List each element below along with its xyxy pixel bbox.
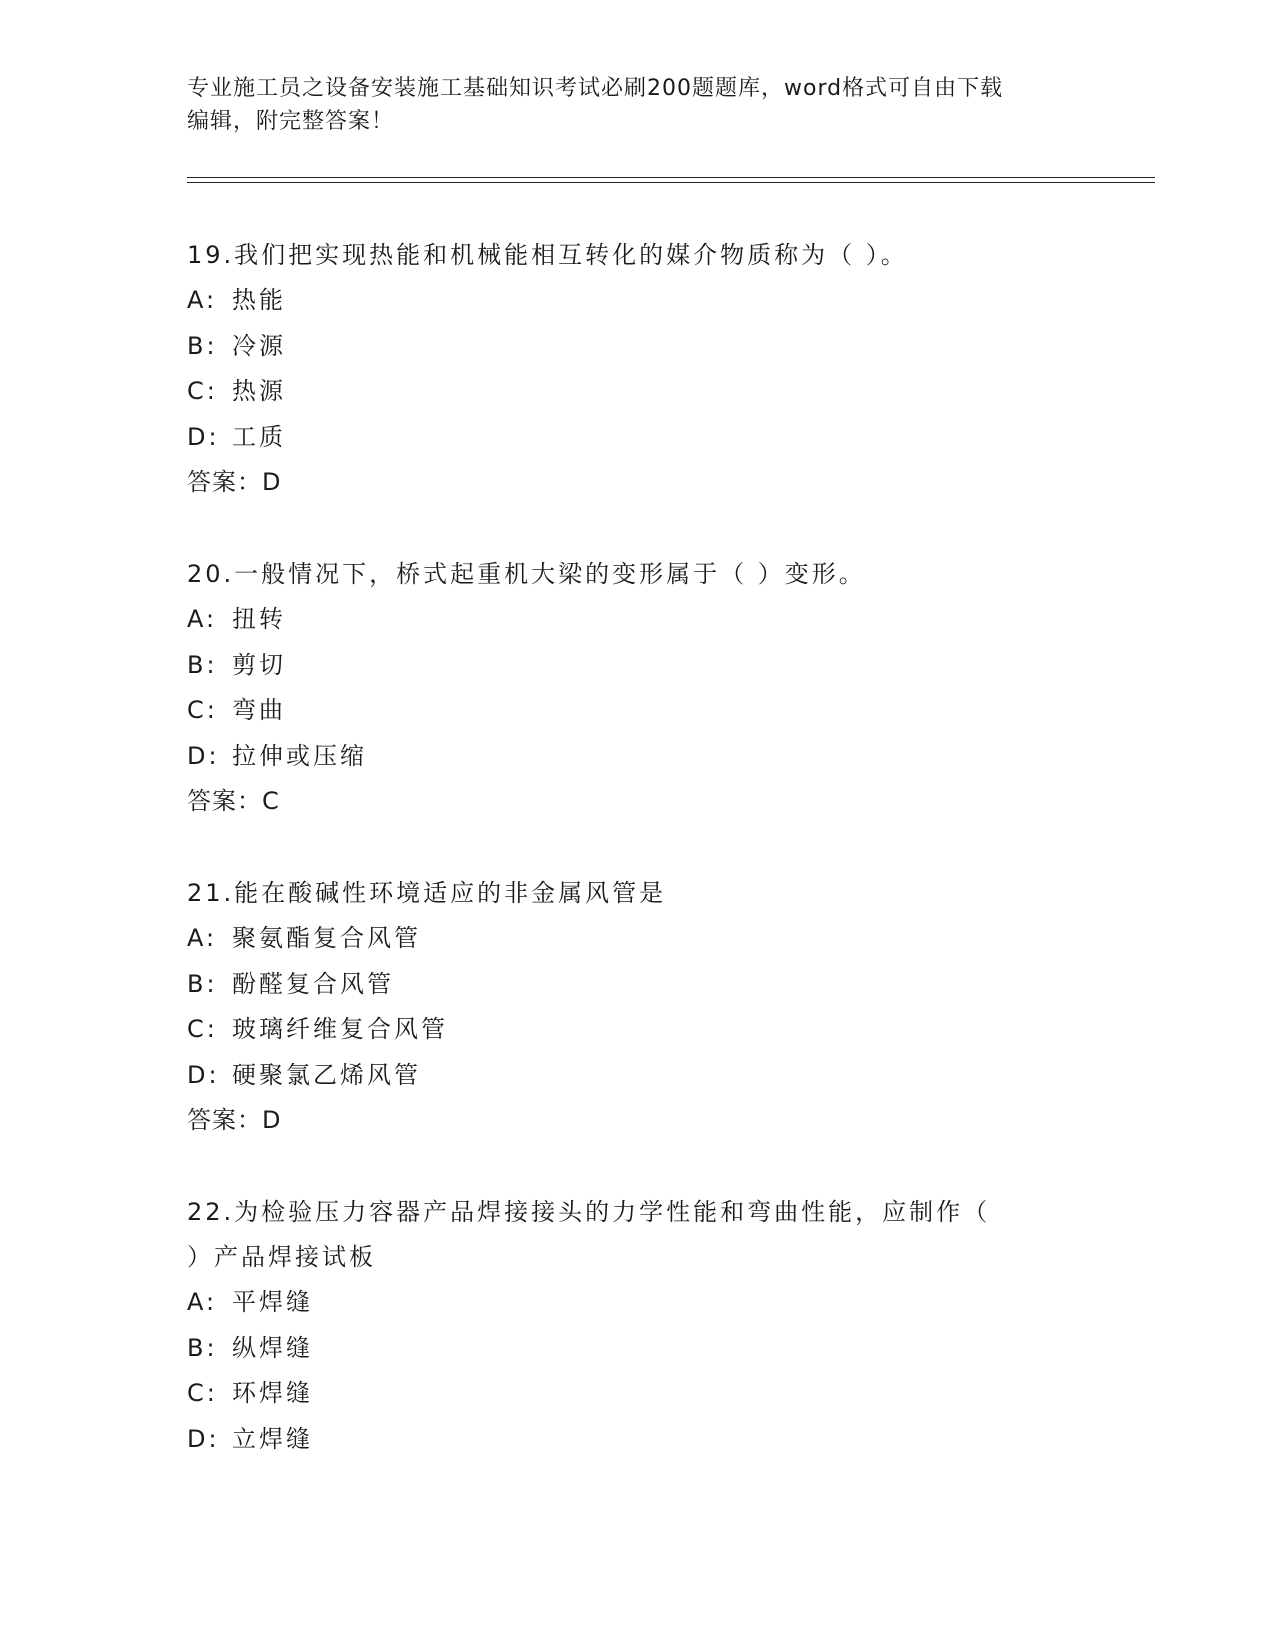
option-letter: C: bbox=[187, 377, 218, 405]
question-stem: 22.为检验压力容器产品焊接接头的力学性能和弯曲性能，应制作（ bbox=[187, 1198, 991, 1226]
option-text: 冷源 bbox=[232, 331, 286, 360]
option-text: 纵焊缝 bbox=[232, 1333, 313, 1362]
option-text: 聚氨酯复合风管 bbox=[232, 924, 421, 952]
option-letter: C: bbox=[187, 1015, 218, 1043]
question-22 bbox=[187, 1190, 1087, 1462]
option-c bbox=[187, 688, 1087, 734]
option-d bbox=[187, 1417, 1087, 1463]
option-letter: C: bbox=[187, 696, 218, 724]
option-letter: B: bbox=[187, 650, 218, 679]
option-text: 工质 bbox=[232, 422, 286, 451]
answer-line: 答案：D bbox=[187, 1106, 282, 1134]
option-d bbox=[187, 415, 1087, 461]
answer-line: 答案：C bbox=[187, 787, 280, 815]
option-text: 环焊缝 bbox=[232, 1379, 313, 1407]
option-a bbox=[187, 916, 1087, 962]
option-text: 酚醛复合风管 bbox=[232, 969, 394, 998]
option-text: 扭转 bbox=[232, 605, 286, 633]
option-text: 剪切 bbox=[232, 650, 286, 679]
option-b bbox=[187, 1326, 1087, 1372]
option-letter: A: bbox=[187, 1288, 218, 1316]
option-letter: D: bbox=[187, 422, 220, 451]
question-stem: 21.能在酸碱性环境适应的非金属风管是 bbox=[187, 879, 667, 907]
option-text: 热能 bbox=[232, 286, 286, 314]
option-b bbox=[187, 643, 1087, 689]
option-letter: D: bbox=[187, 741, 220, 770]
option-letter: D: bbox=[187, 1424, 220, 1453]
question-21 bbox=[187, 871, 1087, 1143]
question-19 bbox=[187, 233, 1087, 505]
header-line-1: 专业施工员之设备安装施工基础知识考试必刷200题题库，word格式可自由下载 bbox=[187, 76, 1004, 101]
option-b bbox=[187, 962, 1087, 1008]
answer-line: 答案：D bbox=[187, 468, 282, 496]
option-c bbox=[187, 1007, 1087, 1053]
option-text: 玻璃纤维复合风管 bbox=[232, 1015, 448, 1043]
option-a bbox=[187, 597, 1087, 643]
question-stem-continued: ）产品焊接试板 bbox=[187, 1243, 376, 1271]
question-stem: 19.我们把实现热能和机械能相互转化的媒介物质称为（ ）。 bbox=[187, 241, 908, 269]
option-a bbox=[187, 278, 1087, 324]
header-rule-bottom bbox=[187, 182, 1155, 183]
option-letter: B: bbox=[187, 969, 218, 998]
option-letter: A: bbox=[187, 286, 218, 314]
option-d bbox=[187, 1053, 1087, 1099]
option-letter: B: bbox=[187, 1333, 218, 1362]
header-line-2: 编辑，附完整答案！ bbox=[187, 109, 395, 134]
option-letter: B: bbox=[187, 331, 218, 360]
option-letter: A: bbox=[187, 605, 218, 633]
option-text: 平焊缝 bbox=[232, 1288, 313, 1316]
header-rule-top bbox=[187, 177, 1155, 178]
option-letter: C: bbox=[187, 1379, 218, 1407]
option-c bbox=[187, 369, 1087, 415]
option-d bbox=[187, 734, 1087, 780]
question-20 bbox=[187, 552, 1087, 824]
question-stem: 20.一般情况下，桥式起重机大梁的变形属于（ ）变形。 bbox=[187, 560, 866, 588]
option-letter: D: bbox=[187, 1060, 220, 1089]
option-text: 硬聚氯乙烯风管 bbox=[232, 1060, 421, 1089]
option-text: 立焊缝 bbox=[232, 1424, 313, 1453]
option-text: 拉伸或压缩 bbox=[232, 741, 367, 770]
option-letter: A: bbox=[187, 924, 218, 952]
option-text: 热源 bbox=[232, 377, 286, 405]
document-header bbox=[187, 72, 1087, 138]
option-a bbox=[187, 1280, 1087, 1326]
option-c bbox=[187, 1371, 1087, 1417]
option-b bbox=[187, 324, 1087, 370]
option-text: 弯曲 bbox=[232, 696, 286, 724]
